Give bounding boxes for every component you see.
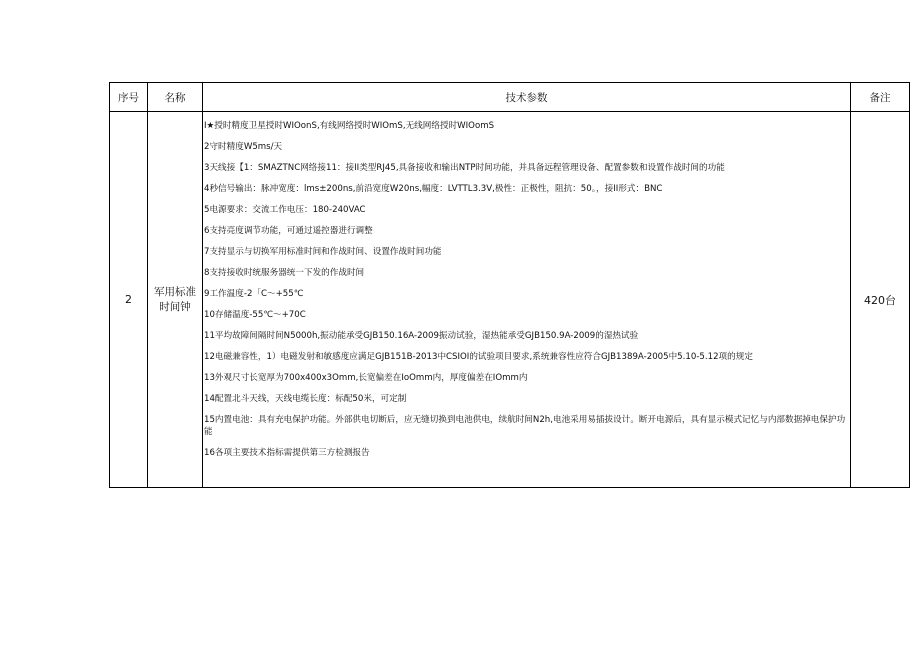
header-name: 名称 (148, 83, 203, 112)
spec-item: 5电源要求：交流工作电压：180-240VAC (204, 205, 366, 215)
spec-item: 15内置电池：具有充电保护功能。外部供电切断后，应无缝切换到电池供电，续航时间N2h,电池采用易插拔设计。断开电源后，具有显示模式记忆与内部数据掉电保护功能 (204, 415, 846, 437)
spec-item: 13外观尺寸长宽厚为700x400x3Omm,长宽偏差在IoOmm内，厚度偏差在IOmm内 (204, 373, 528, 383)
header-spec: 技术参数 (203, 83, 851, 112)
spec-item: 14配置北斗天线，天线电缆长度：标配50米，可定制 (204, 394, 407, 404)
spec-item: 16各项主要技术指标需提供第三方检测报告 (204, 448, 370, 458)
row-number: 2 (110, 112, 148, 488)
item-name: 军用标准时间钟 (148, 112, 203, 488)
header-note: 备注 (851, 83, 910, 112)
spec-list (203, 116, 850, 464)
spec-item: I★授时精度卫星授时WIOonS,有线网络授时WIOmS,无线网络授时WIOomS (204, 121, 495, 131)
spec-item: 9工作温度-2「C〜+55℃ (204, 289, 304, 299)
spec-item: 3天线接【1：SMAZTNC网络接11：接II类型RJ45,具备接收和输出NTP时间功能，并具备远程管理设备、配置参数和设置作战时间的功能 (204, 163, 725, 173)
spec-item: 4秒信号输出：脉冲宽度：lms±200ns,前沿宽度W20ns,幅度：LVTTL3.3V,极性：正极性，阻抗：50。，接II形式：BNC (204, 184, 663, 194)
remark-quantity: 420台 (851, 112, 910, 488)
spec-item: 12电磁兼容性，1）电磁发射和敏感度应满足GJB151B-2013中CSIOI的试验项目要求,系统兼容性应符合GJB1389A-2005中5.10-5.12项的规定 (204, 352, 753, 362)
spec-table (109, 82, 910, 488)
spec-item: 8支持接收时统服务器统一下发的作战时间 (204, 268, 365, 278)
header-no: 序号 (110, 83, 148, 112)
spec-item: 2守时精度W5ms/天 (204, 142, 283, 152)
table-row (110, 112, 910, 488)
spec-cell (203, 112, 851, 488)
spec-item: 6支持亮度调节功能，可通过遥控器进行调整 (204, 226, 373, 236)
spec-item: 10存储温度-55℃〜+70C (204, 310, 306, 320)
table-header-row (110, 83, 910, 112)
spec-item: 11平均故障间隔时间N5000h,振动能承受GJB150.16A-2009振动试验，湿热能承受GJB150.9A-2009的湿热试验 (204, 331, 639, 341)
spec-item: 7支持显示与切换军用标准时间和作战时间、设置作战时间功能 (204, 247, 442, 257)
